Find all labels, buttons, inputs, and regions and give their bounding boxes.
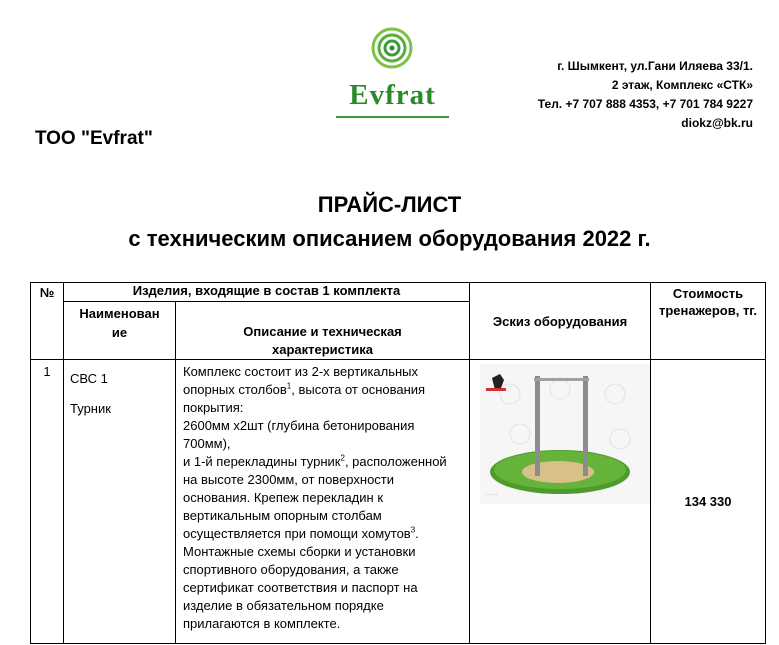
phone-numbers: Тел. +7 707 888 4353, +7 701 784 9227 xyxy=(537,97,753,111)
row-number: 1 xyxy=(31,360,64,644)
description-p3: и 1-й перекладины турник$^2$, расположенной на высоте 2300мм, от поверхности основания. Крепеж перекладин к вертикальным опорным столбам осуществляется при помощи хомутов$^3$. xyxy=(183,453,447,541)
svg-text:· · · · ·: · · · · · xyxy=(486,492,498,497)
contact-block xyxy=(538,57,753,133)
price-cell: 134 330 xyxy=(651,360,766,644)
header-cost: Стоимость тренажеров, тг. xyxy=(651,283,766,360)
equipment-sketch-image xyxy=(480,364,650,504)
header-description: Описание и техническая характеристика xyxy=(176,302,470,360)
page-subtitle: с техническим описанием оборудования 2022 г. xyxy=(128,226,651,251)
price-table xyxy=(30,282,766,644)
logo-underline xyxy=(336,116,449,118)
product-name: Турник xyxy=(70,401,111,416)
address: г. Шымкент, ул.Гани Иляева 33/1. xyxy=(557,59,753,73)
description-p1: Комплекс состоит из 2-х вертикальных опорных столбов$^1$, высота от основания покрытия: xyxy=(183,364,426,415)
header-name-line1: Наименован xyxy=(79,306,160,321)
header-name-line2: ие xyxy=(111,325,128,340)
description-p4: Монтажные схемы сборки и установки спортивного оборудования, а также сертификат соответствия и паспорт на изделие в обязательном порядке прилагаются в комплекте. xyxy=(183,544,418,631)
logo-rings-icon xyxy=(330,24,455,84)
page-title: ПРАЙС-ЛИСТ xyxy=(317,192,462,217)
email: diokz@bk.ru xyxy=(681,116,753,130)
floor-info: 2 этаж, Комплекс «СТК» xyxy=(611,78,753,92)
header-num: № xyxy=(31,283,64,360)
description-cell xyxy=(176,360,470,644)
company-name: ТОО "Evfrat" xyxy=(35,128,153,149)
company-logo xyxy=(330,24,455,116)
header-group: Изделия, входящие в состав 1 комплекта xyxy=(64,283,470,302)
product-name-cell xyxy=(64,360,176,644)
header-name xyxy=(64,302,176,360)
table-row xyxy=(31,360,766,644)
logo-text: Evfrat xyxy=(349,79,436,111)
description-p2: 2600мм х2шт (глубина бетонирования 700мм), xyxy=(183,418,415,451)
product-code: СВС 1 xyxy=(70,371,108,386)
sketch-cell xyxy=(470,360,651,644)
header-sketch: Эскиз оборудования xyxy=(470,283,651,360)
